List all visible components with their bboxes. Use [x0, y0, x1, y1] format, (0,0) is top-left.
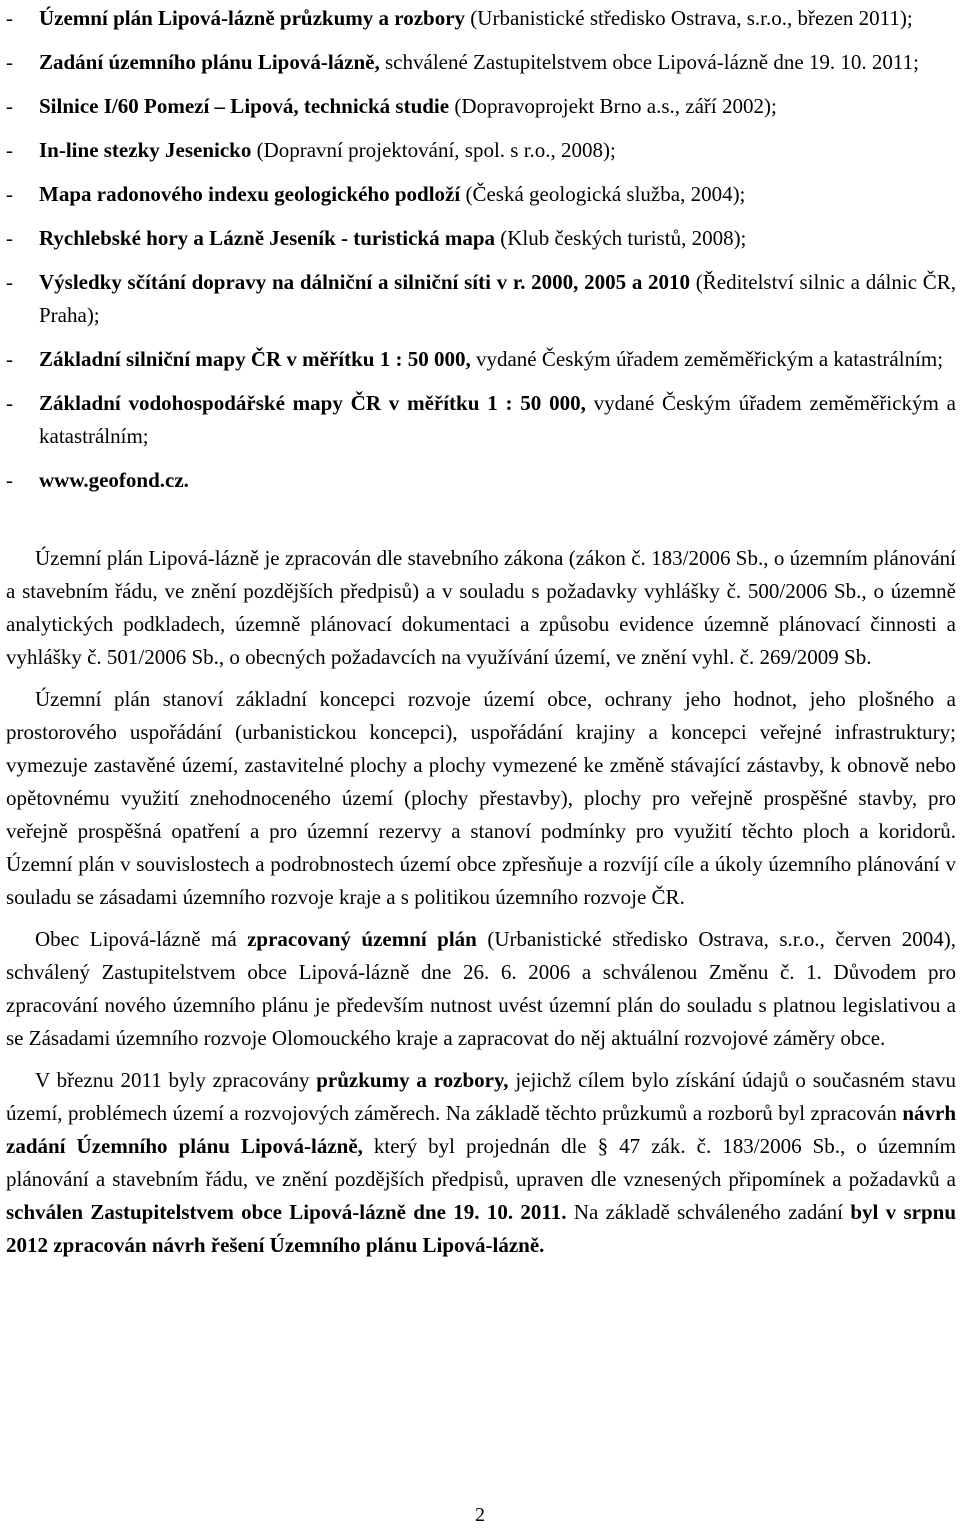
- list-dash: -: [6, 182, 13, 206]
- source-item: [6, 343, 956, 376]
- source-detail: (Dopravoprojekt Brno a.s., září 2002);: [449, 94, 777, 118]
- paragraph-legal-basis: Územní plán Lipová-lázně je zpracován dle stavebního zákona (zákon č. 183/2006 Sb., o územním plánování a stavebním řádu, ve znění pozdějších předpisů) a v souladu s požadavky vyhlášky č. 500/2006 Sb., o územně analytických podkladech, územně plánovací dokumentaci a způsobu evidence územně plánovací činnosti a vyhlášky č. 501/2006 Sb., o obecných požadavcích na využívání území, ve znění vyhl. č. 269/2009 Sb.: [6, 546, 956, 669]
- source-title: Výsledky sčítání dopravy na dálniční a silniční síti v r. 2000, 2005 a 2010: [39, 270, 691, 294]
- source-title: Rychlebské hory a Lázně Jeseník - turistická mapa: [39, 226, 496, 250]
- source-item: [6, 2, 956, 35]
- source-item: [6, 266, 956, 332]
- text-run: (Urbanistické středisko Ostrava, s.r.o., červen 2004), schválený Zastupitelstvem obce Lipová-lázně dne 26. 6. 2006 a schválenou Změnu č. 1. Důvodem pro zpracování nového územního plánu je především nutnost uvést územní plán do souladu s platnou legislativou a se Zásadami územního rozvoje Olomouckého kraje a zapracovat do něj aktuální rozvojové záměry obce.: [6, 927, 956, 1050]
- source-title: Základní silniční mapy ČR v měřítku 1 : 50 000,: [39, 347, 471, 371]
- text-run-bold: schválen Zastupitelstvem obce Lipová-lázně dne 19. 10. 2011.: [6, 1200, 567, 1224]
- source-detail: (Urbanistické středisko Ostrava, s.r.o., březen 2011);: [465, 6, 913, 30]
- text-run-bold: návrh zadání Územního plánu Lipová-lázně,: [6, 1101, 956, 1158]
- page-number: 2: [475, 1504, 485, 1526]
- source-detail: (Dopravní projektování, spol. s r.o., 2008);: [251, 138, 616, 162]
- source-item: [6, 178, 956, 211]
- source-detail: vydané Českým úřadem zeměměřickým a katastrálním;: [39, 391, 957, 448]
- source-title: Územní plán Lipová-lázně průzkumy a rozbory: [39, 6, 466, 30]
- source-item: [6, 90, 956, 123]
- source-item: [6, 46, 956, 79]
- source-item: [6, 222, 956, 255]
- source-title: Zadání územního plánu Lipová-lázně,: [39, 50, 380, 74]
- source-title: Základní vodohospodářské mapy ČR v měřítku 1 : 50 000,: [39, 391, 586, 415]
- document-page: [6, 2, 956, 1271]
- source-detail: (Česká geologická služba, 2004);: [460, 182, 746, 206]
- source-list: [6, 2, 956, 497]
- source-title: www.geofond.cz.: [39, 468, 189, 492]
- text-run: V březnu 2011 byly zpracovány: [35, 1068, 317, 1092]
- paragraph-existing-plan: [6, 923, 956, 1055]
- paragraph-plan-scope: Územní plán stanoví základní koncepci rozvoje území obce, ochrany jeho hodnot, jeho plošného a prostorového uspořádání (urbanistickou koncepci), uspořádání krajiny a koncepci veřejné infrastruktury; vymezuje zastavěné území, zastavitelné plochy a plochy vymezené ke změně stávající zástavby, k obnově nebo opětovnému využití znehodnoceného území (plochy přestavby), plochy pro veřejně prospěšné stavby, pro veřejně prospěšná opatření a pro územní rezervy a stanoví podmínky pro využití těchto ploch a koridorů. Územní plán v souvislostech a podrobnostech území obce zpřesňuje a rozvíjí cíle a úkoly územního plánování v souladu se zásadami územního rozvoje kraje a s politikou územního rozvoje ČR.: [6, 687, 956, 909]
- list-dash: -: [6, 270, 13, 294]
- list-dash: -: [6, 94, 13, 118]
- text-run: který byl projednán dle § 47 zák. č. 183/2006 Sb., o územním plánování a stavebním řádu, ve znění pozdějších předpisů, upraven dle vznesených připomínek a požadavků a: [6, 1134, 956, 1191]
- source-detail: vydané Českým úřadem zeměměřickým a katastrálním;: [470, 347, 944, 371]
- text-run: Na základě schváleného zadání: [566, 1200, 851, 1224]
- text-run-bold: byl v srpnu 2012 zpracován návrh řešení Územního plánu Lipová-lázně.: [6, 1200, 956, 1257]
- source-detail: (Klub českých turistů, 2008);: [495, 226, 747, 250]
- source-detail: schválené Zastupitelstvem obce Lipová-lázně dne 19. 10. 2011;: [379, 50, 919, 74]
- source-item: [6, 464, 956, 497]
- text-run: jejichž cílem bylo získání údajů o současném stavu území, problémech území a rozvojových záměrech. Na základě těchto průzkumů a rozborů byl zpracován: [6, 1068, 956, 1125]
- list-dash: -: [6, 226, 13, 250]
- source-detail: (Ředitelství silnic a dálnic ČR, Praha);: [39, 270, 956, 327]
- spacer: [6, 508, 956, 542]
- paragraph-process: [6, 1064, 956, 1262]
- list-dash: -: [6, 6, 13, 30]
- source-title: In-line stezky Jesenicko: [39, 138, 252, 162]
- list-dash: -: [6, 50, 13, 74]
- text-run: Obec Lipová-lázně má: [35, 927, 248, 951]
- source-title: Mapa radonového indexu geologického podloží: [39, 182, 461, 206]
- source-title: Silnice I/60 Pomezí – Lipová, technická studie: [39, 94, 450, 118]
- source-item: [6, 387, 956, 453]
- source-item: [6, 134, 956, 167]
- list-dash: -: [6, 347, 13, 371]
- text-run-bold: zpracovaný územní plán: [247, 927, 477, 951]
- list-dash: -: [6, 468, 13, 492]
- list-dash: -: [6, 391, 13, 415]
- text-run-bold: průzkumy a rozbory,: [316, 1068, 509, 1092]
- list-dash: -: [6, 138, 13, 162]
